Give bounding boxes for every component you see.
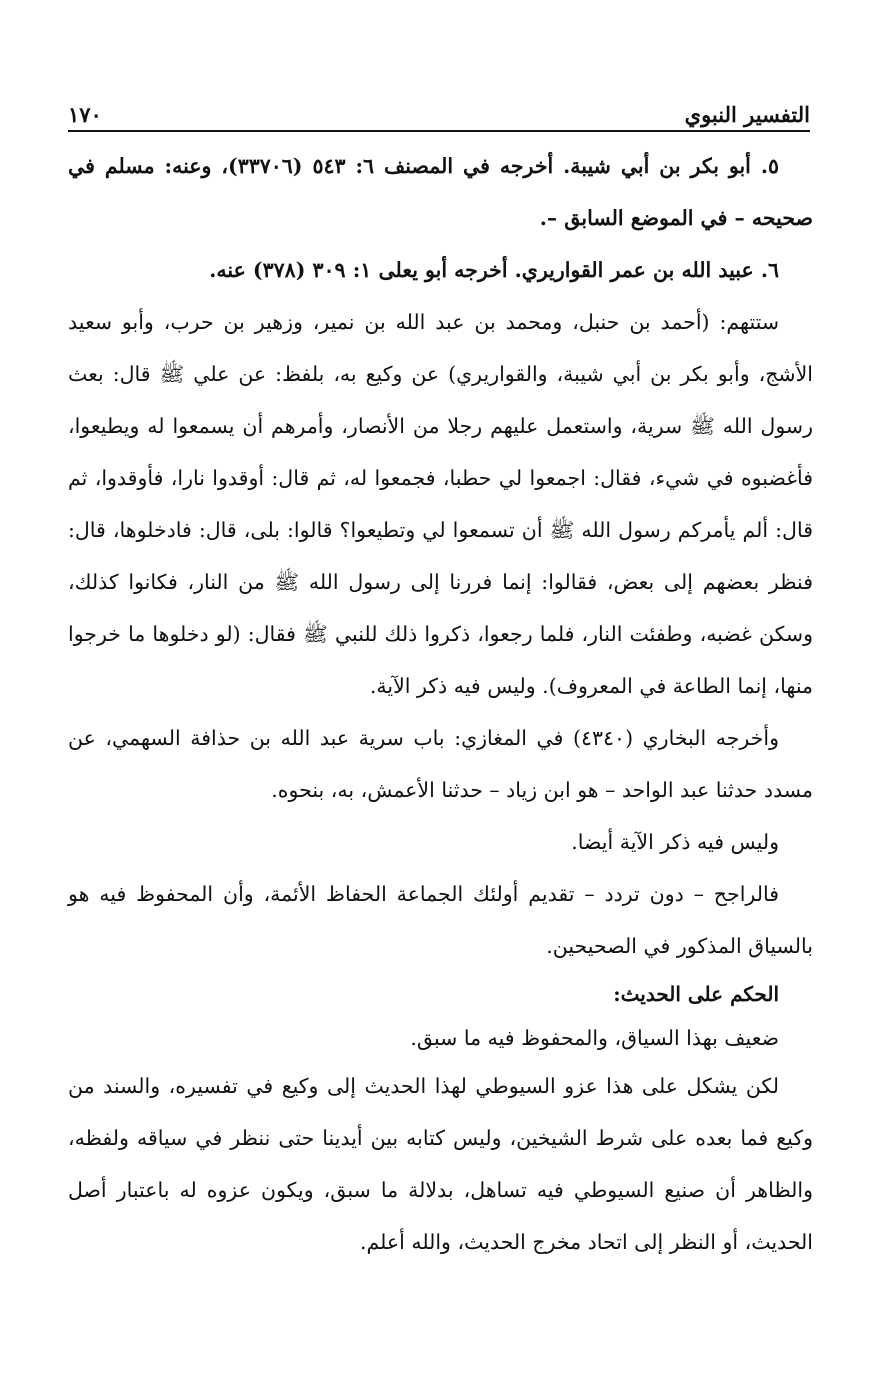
source-item-6: ٦. عبيد الله بن عمر القواريري. أخرجه أبو يعلى ١: ٣٠٩ (٣٧٨) عنه. (209, 258, 779, 282)
ruling-text: ضعيف بهذا السياق، والمحفوظ فيه ما سبق. (410, 1026, 779, 1050)
running-title: التفسير النبوي (684, 102, 810, 127)
no-verse-note: وليس فيه ذكر الآية أيضا. (571, 830, 779, 854)
page-header (68, 96, 810, 132)
page-body (68, 140, 813, 1268)
preference-paragraph: فالراجح – دون تردد – تقديم أولئك الجماعة الحفاظ الأئمة، وأن المحفوظ فيه هو بالسياق المذكور في الصحيحين. (68, 882, 813, 958)
suyuti-discussion-paragraph: لكن يشكل على هذا عزو السيوطي لهذا الحديث إلى وكيع في تفسيره، والسند من وكيع فما بعده على شرط الشيخين، وليس كتابه بين أيدينا حتى ننظر في سياقه ولفظه، والظاهر أن صنيع السيوطي فيه تساهل، بدلالة ما سبق، ويكون عزوه له باعتبار أصل الحديث، أو النظر إلى اتحاد مخرج الحديث، والله أعلم. (68, 1074, 813, 1254)
source-item-5: ٥. أبو بكر بن أبي شيبة. أخرجه في المصنف ٦: ٥٤٣ (٣٣٧٠٦)، وعنه: مسلم في صحيحه – في الموضع السابق –. (68, 154, 813, 230)
page-number: ١٧٠ (68, 102, 102, 127)
hadith-text-paragraph: ستتهم: (أحمد بن حنبل، ومحمد بن عبد الله بن نمير، وزهير بن حرب، وأبو سعيد الأشج، وأبو بكر بن أبي شيبة، والقواريري) عن وكيع به، بلفظ: عن علي ﷺ قال: بعث رسول الله ﷺ سرية، واستعمل عليهم رجلا من الأنصار، وأمرهم أن يسمعوا له ويطيعوا، فأغضبوه في شيء، فقال: اجمعوا لي حطبا، فجمعوا له، ثم قال: أوقدوا نارا، فأوقدوا، ثم قال: ألم يأمركم رسول الله ﷺ أن تسمعوا لي وتطيعوا؟ قالوا: بلى، قال: فادخلوها، قال: فنظر بعضهم إلى بعض، فقالوا: إنما فررنا إلى رسول الله ﷺ من النار، فكانوا كذلك، وسكن غضبه، وطفئت النار، فلما رجعوا، ذكروا ذلك للنبي ﷺ فقال: (لو دخلوها ما خرجوا منها، إنما الطاعة في المعروف). وليس فيه ذكر الآية. (68, 310, 813, 698)
bukhari-paragraph: وأخرجه البخاري (٤٣٤٠) في المغازي: باب سرية عبد الله بن حذافة السهمي، عن مسدد حدثنا عبد الواحد – هو ابن زياد – حدثنا الأعمش، به، بنحوه. (68, 726, 813, 802)
ruling-heading: الحكم على الحديث: (613, 982, 779, 1006)
